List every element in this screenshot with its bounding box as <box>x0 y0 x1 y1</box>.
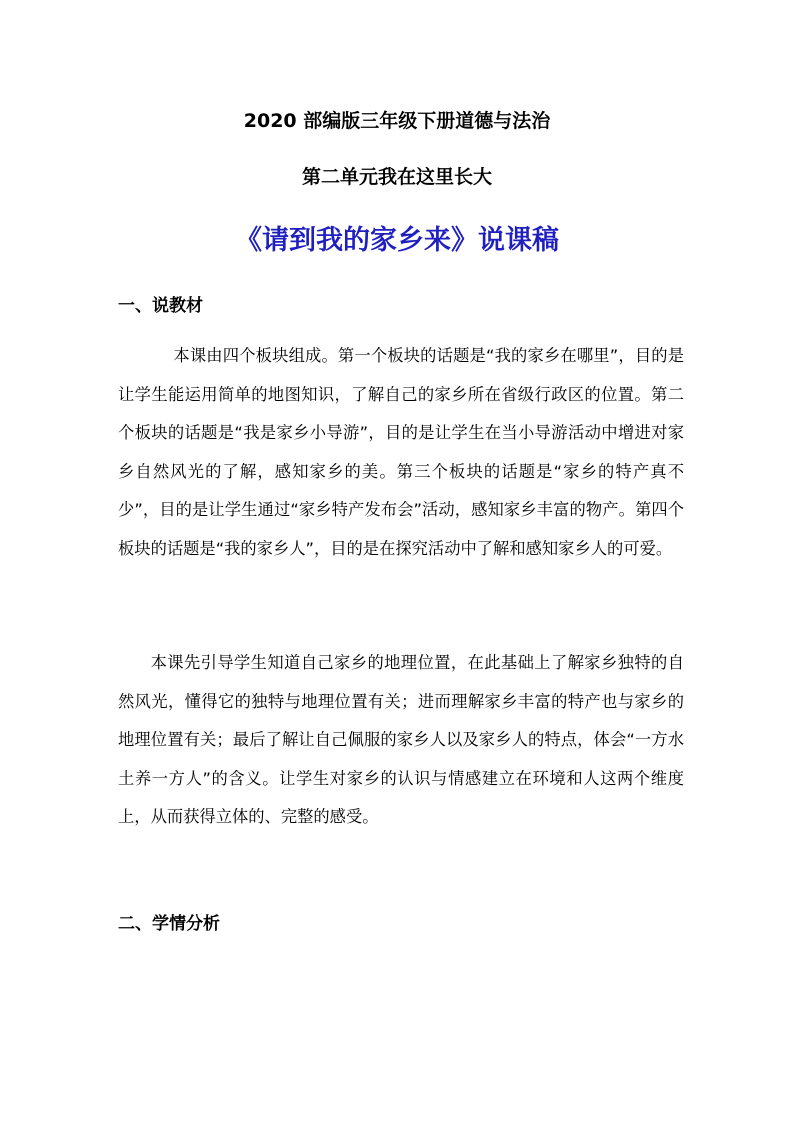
section-heading-student-analysis: 二、学情分析 <box>118 914 220 934</box>
document-title-line2: 第二单元我在这里长大 <box>301 166 492 188</box>
document-main-title: 《请到我的家乡来》说课稿 <box>235 225 559 256</box>
paragraph-textbook-structure: 本课先引导学生知道自己家乡的地理位置，在此基础上了解家乡独特的自然风光，懂得它的独特与地理位置有关；进而理解家乡丰富的特产也与家乡的地理位置有关；最后了解让自己佩服的家乡人以及家乡人的特点，体会“一方水土养一方人”的含义。让学生对家乡的认识与情感建立在环境和人这两个维度上，从而获得立体的、完整的感受。 <box>118 653 684 826</box>
document-title-line1: 2020 部编版三年级下册道德与法治 <box>243 110 551 132</box>
paragraph-textbook-blocks: 本课由四个板块组成。第一个板块的话题是“我的家乡在哪里”，目的是让学生能运用简单的地图知识，了解自己的家乡所在省级行政区的位置。第二个板块的话题是“我是家乡小导游”，目的是让学生在当小导游活动中增进对家乡自然风光的了解，感知家乡的美。第三个板块的话题是“家乡的特产真不少”，目的是让学生通过“家乡特产发布会”活动，感知家乡丰富的物产。第四个板块的话题是“我的家乡人”，目的是在探究活动中了解和感知家乡人的可爱。 <box>118 346 684 558</box>
section-heading-textbook: 一、说教材 <box>118 296 203 316</box>
